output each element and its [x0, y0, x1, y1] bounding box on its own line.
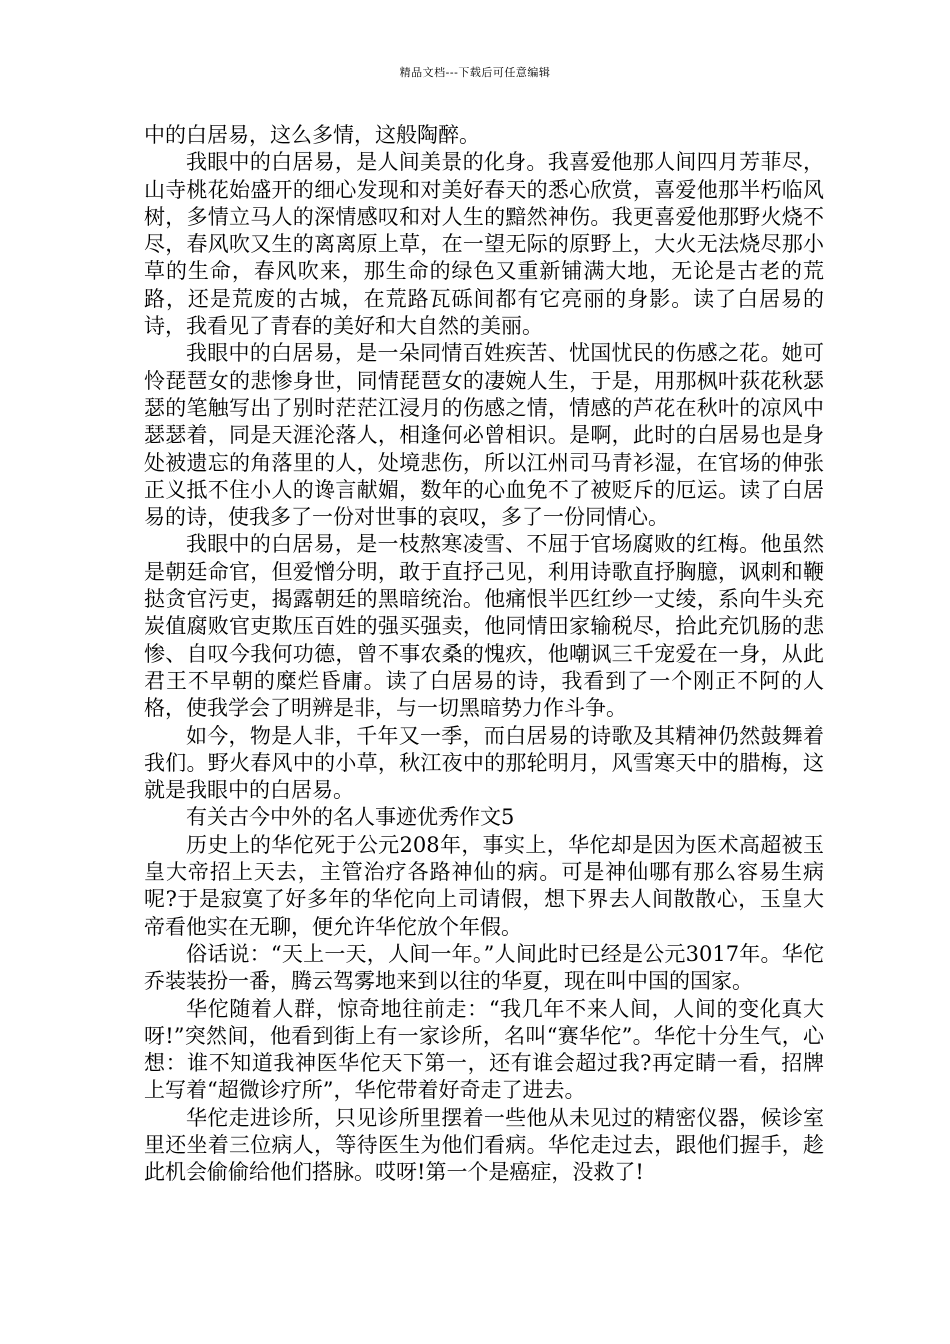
- paragraph: 我眼中的白居易，是一朵同情百姓疾苦、忧国忧民的伤感之花。她可怜琵琶女的悲惨身世，同情琵琶女的凄婉人生，于是，用那枫叶荻花秋瑟瑟的笔触写出了别时茫茫江浸月的伤感之情，情感的芦花在秋叶的凉风中瑟瑟着，同是天涯沦落人，相逢何必曾相识。是啊，此时的白居易也是身处被遗忘的角落里的人，处境悲伤，所以江州司马青衫湿，在官场的伸张正义抵不住小人的谗言献媚，数年的心血免不了被贬斥的厄运。读了白居易的诗，使我多了一份对世事的哀叹，多了一份同情心。: [144, 341, 824, 530]
- section-title: 有关古今中外的名人事迹优秀作文5: [186, 805, 515, 830]
- paragraph: 我眼中的白居易，是一枝熬寒凌雪、不屈于官场腐败的红梅。他虽然是朝廷命官，但爱憎分明，敢于直抒己见，利用诗歌直抒胸臆，讽刺和鞭挞贪官污吏，揭露朝廷的黑暗统治。他痛恨半匹红纱一丈绫，系向牛头充炭值腐败官吏欺压百姓的强买强卖，他同情田家输税尽，拾此充饥肠的悲惨、自叹今我何功德，曾不事农桑的愧疚，他嘲讽三千宠爱在一身，从此君王不早朝的糜烂昏庸。读了白居易的诗，我看到了一个刚正不阿的人格，使我学会了明辨是非，与一切黑暗势力作斗争。: [144, 532, 824, 721]
- paragraph: 华佗走进诊所，只见诊所里摆着一些他从未见过的精密仪器，候诊室里还坐着三位病人，等待医生为他们看病。华佗走过去，跟他们握手，趁此机会偷偷给他们搭脉。哎呀!第一个是癌症，没救了!: [144, 1105, 824, 1185]
- paragraph: 中的白居易，这么多情，这般陶醉。: [144, 123, 480, 147]
- page-header: 精品文档---下载后可任意编辑: [399, 66, 551, 79]
- paragraph: 如今，物是人非，千年又一季，而白居易的诗歌及其精神仍然鼓舞着我们。野火春风中的小草，秋江夜中的那轮明月，风雪寒天中的腊梅，这就是我眼中的白居易。: [144, 723, 824, 803]
- document-body: [144, 122, 824, 1187]
- paragraph: 华佗随着人群，惊奇地往前走：“我几年不来人间，人间的变化真大呀!”突然间，他看到街上有一家诊所，名叫“赛华佗”。华佗十分生气，心想：谁不知道我神医华佗天下第一，还有谁会超过我?再定睛一看，招牌上写着“超微诊疗所”，华佗带着好奇走了进去。: [144, 996, 824, 1103]
- paragraph: 我眼中的白居易，是人间美景的化身。我喜爱他那人间四月芳菲尽，山寺桃花始盛开的细心发现和对美好春天的悉心欣赏，喜爱他那半朽临风树，多情立马人的深情感叹和对人生的黯然神伤。我更喜爱他那野火烧不尽，春风吹又生的离离原上草，在一望无际的原野上，大火无法烧尽那小草的生命，春风吹来，那生命的绿色又重新铺满大地，无论是古老的荒路，还是荒废的古城，在荒路瓦砾间都有它亮丽的身影。读了白居易的诗，我看见了青春的美好和大自然的美丽。: [144, 150, 824, 339]
- paragraph: 历史上的华佗死于公元208年，事实上，华佗却是因为医术高超被玉皇大帝招上天去，主管治疗各路神仙的病。可是神仙哪有那么容易生病呢?于是寂寞了好多年的华佗向上司请假，想下界去人间散散心，玉皇大帝看他实在无聊，便允许华佗放个年假。: [144, 832, 824, 939]
- paragraph: 俗话说：“天上一天，人间一年。”人间此时已经是公元3017年。华佗乔装装扮一番，腾云驾雾地来到以往的华夏，现在叫中国的国家。: [144, 941, 824, 994]
